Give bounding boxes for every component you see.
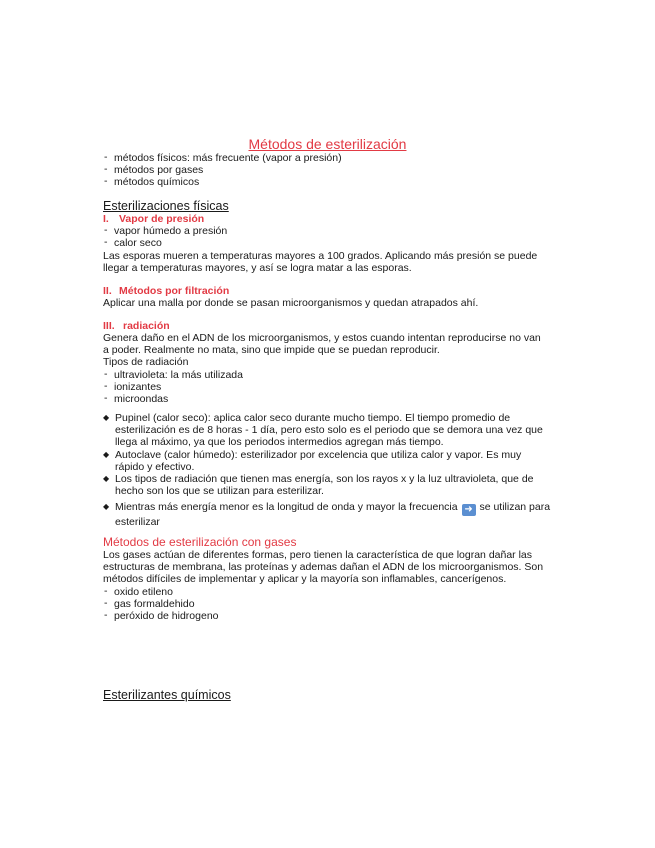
bullet-line: ◆ Autoclave (calor húmedo): esterilizador por excelencia que utiliza calor y vapor. Es muy xyxy=(115,448,522,461)
bullet-item xyxy=(103,473,555,497)
right-arrow-icon: ➜ xyxy=(462,504,476,516)
subheading-radiacion xyxy=(103,320,558,332)
paragraph-line: métodos difíciles de implementar y aplicar y la mayoría son inflamables, cancerígenos. xyxy=(103,573,507,586)
list-item: - vapor húmedo a presión xyxy=(103,225,558,237)
list-item: - métodos químicos xyxy=(103,176,558,188)
paragraph-line: llegar a temperaturas mayores, y así se logra matar a las esporas. xyxy=(103,262,412,275)
subheading-vapor xyxy=(103,213,558,225)
bullet-item xyxy=(103,449,555,473)
radiacion-paragraph xyxy=(103,332,558,405)
subheading-label: Vapor de presión xyxy=(119,213,205,225)
subheading-number: II. xyxy=(103,285,112,297)
paragraph-line: estructuras de membrana, las proteínas y ademas dañan el ADN de los microorganismos. Son xyxy=(103,561,544,574)
vapor-list xyxy=(103,225,558,249)
bullet-line xyxy=(115,501,555,516)
gases-paragraph xyxy=(103,549,558,622)
subheading-filtracion xyxy=(103,285,558,297)
bullet-line: esterilizar xyxy=(115,516,160,529)
paragraph-line: Los gases actúan de diferentes formas, pero tienen la característica de que logran dañar las xyxy=(103,549,533,561)
bullet-item xyxy=(103,501,555,528)
list-item: - microondas xyxy=(103,393,558,405)
bullet-list xyxy=(103,412,555,529)
list-item: - gas formaldehido xyxy=(103,598,558,610)
paragraph-line: a poder. Realmente no mata, sino que impide que se puedan reproducir. xyxy=(103,344,440,357)
list-item: - calor seco xyxy=(103,237,558,249)
bullet-line: ◆ Los tipos de radiación que tienen mas energía, son los rayos x y la luz ultravioleta, que de xyxy=(115,473,534,486)
list-item: - oxido etileno xyxy=(103,586,558,598)
page-title: Métodos de esterilización xyxy=(248,136,407,152)
section-heading-quimicos: Esterilizantes químicos xyxy=(103,688,231,702)
section-heading-gases: Métodos de esterilización con gases xyxy=(103,535,297,549)
bullet-line: llega al máximo, ya que los periodos intermedios agregan más tiempo. xyxy=(115,436,444,449)
bullet-line: ◆ Pupinel (calor seco): aplica calor seco durante mucho tiempo. El tiempo promedio de xyxy=(115,412,511,424)
subheading-label: Métodos por filtración xyxy=(119,285,230,297)
section-heading-fisicas: Esterilizaciones físicas xyxy=(103,199,229,213)
subheading-number: I. xyxy=(103,213,109,225)
bullet-line: esterilización es de 8 horas - 1 día, pero esto solo es el periodo que se demora una vez que xyxy=(115,424,543,437)
paragraph-line: Genera daño en el ADN de los microorganismos, y estos cuando intentan reproducirse no van xyxy=(103,332,541,344)
paragraph-line: Las esporas mueren a temperaturas mayores a 100 grados. Aplicando más presión se puede xyxy=(103,250,538,262)
intro-list xyxy=(103,152,558,189)
filtracion-paragraph: Aplicar una malla por donde se pasan microorganismos y quedan atrapados ahí. xyxy=(103,297,479,309)
bullet-text: se utilizan para xyxy=(479,501,551,514)
paragraph-line: Tipos de radiación xyxy=(103,356,189,369)
list-item: - métodos físicos: más frecuente (vapor a presión) xyxy=(103,152,558,164)
vapor-paragraph xyxy=(103,250,558,274)
list-item: - métodos por gases xyxy=(103,164,558,176)
list-item: - ultravioleta: la más utilizada xyxy=(103,369,558,381)
bullet-text: Mientras más energía menor es la longitud de onda y mayor la frecuencia xyxy=(115,501,458,514)
bullet-line: rápido y efectivo. xyxy=(115,460,195,473)
bullet-item xyxy=(103,412,555,449)
bullet-line: hecho son los que se utilizan para esterilizar. xyxy=(115,485,324,498)
subheading-label: radiación xyxy=(123,320,170,332)
list-item: - peróxido de hidrogeno xyxy=(103,610,558,622)
list-item: - ionizantes xyxy=(103,381,558,393)
subheading-number: III. xyxy=(103,320,115,332)
